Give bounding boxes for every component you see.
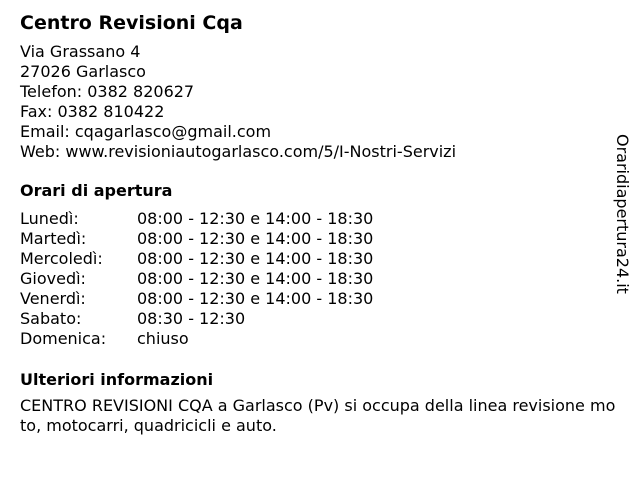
hours-row-saturday [20,309,620,329]
hours-day-label: Venerdì: [20,289,86,308]
email-address: Email: cqagarlasco@gmail.com [20,122,272,141]
hours-time-value: 08:30 - 12:30 [137,309,246,328]
hours-row-monday [20,209,620,229]
address-street: Via Grassano 4 [20,42,141,61]
hours-row-tuesday [20,229,620,249]
hours-row-sunday [20,329,620,349]
more-info-heading: Ulteriori informazioni [20,370,214,389]
business-description: CENTRO REVISIONI CQA a Garlasco (Pv) si occupa della linea revisione moto, motocarri, quadricicli e auto. [20,396,616,435]
website-link: Web: www.revisioniautogarlasco.com/5/I-Nostri-Servizi [20,142,457,161]
hours-time-value: chiuso [137,329,189,348]
opening-hours-heading: Orari di apertura [20,181,173,200]
hours-time-value: 08:00 - 12:30 e 14:00 - 18:30 [137,209,374,228]
phone-number: Telefon: 0382 820627 [20,82,195,101]
hours-row-friday [20,289,620,309]
hours-time-value: 08:00 - 12:30 e 14:00 - 18:30 [137,289,374,308]
site-watermark: Oraridiapertura24.it [613,134,632,294]
hours-row-wednesday [20,249,620,269]
hours-day-label: Giovedì: [20,269,86,288]
contact-block [20,42,620,162]
hours-day-label: Domenica: [20,329,107,348]
hours-day-label: Lunedì: [20,209,79,228]
hours-row-thursday [20,269,620,289]
hours-day-label: Mercoledì: [20,249,103,268]
opening-hours-table [20,209,620,349]
hours-time-value: 08:00 - 12:30 e 14:00 - 18:30 [137,249,374,268]
business-name: Centro Revisioni Cqa [20,12,243,34]
hours-day-label: Sabato: [20,309,82,328]
fax-number: Fax: 0382 810422 [20,102,165,121]
address-city: 27026 Garlasco [20,62,146,81]
hours-time-value: 08:00 - 12:30 e 14:00 - 18:30 [137,229,374,248]
hours-day-label: Martedì: [20,229,87,248]
business-card [20,10,620,436]
hours-time-value: 08:00 - 12:30 e 14:00 - 18:30 [137,269,374,288]
